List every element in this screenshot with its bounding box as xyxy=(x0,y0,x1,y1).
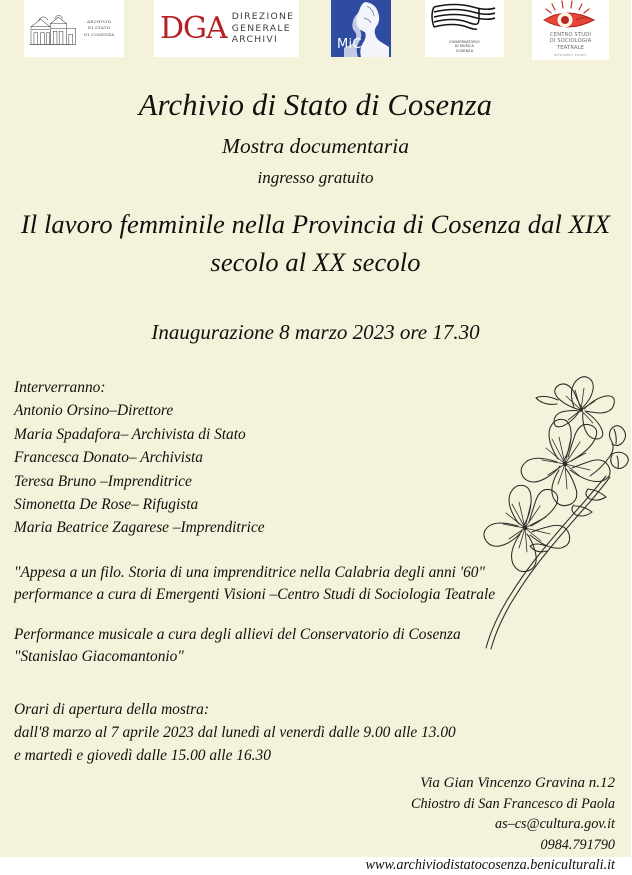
speaker-item: Maria Spadafora– Archivista di Stato xyxy=(14,425,246,443)
logo-ministero-della-cultura xyxy=(331,0,391,57)
logo-centro-studi-di-sociologia-teatrale xyxy=(532,0,609,60)
speaker-item: Teresa Bruno –Imprenditrice xyxy=(14,472,192,490)
opening-hours-block xyxy=(14,698,456,767)
dga-text: DIREZIONE GENERALE ARCHIVI xyxy=(231,10,295,46)
opening-hours-heading: Orari di apertura della mostra: xyxy=(14,701,209,718)
contact-website[interactable]: www.archiviodistatocosenza.beniculturali.it xyxy=(365,856,615,873)
spacer xyxy=(14,607,495,624)
contact-phone[interactable]: 0984.791790 xyxy=(540,836,615,853)
speaker-item: Francesca Donato– Archivista xyxy=(14,449,203,467)
mic-label: MiC xyxy=(337,37,362,52)
opening-hours-line-2: e martedì e giovedì dalle 15.00 alle 16.30 xyxy=(14,747,271,765)
organization-title: Archivio di Stato di Cosenza xyxy=(138,88,493,122)
logo-archivio-di-stato-di-cosenza xyxy=(24,0,124,57)
speaker-item: Maria Beatrice Zagarese –Imprenditrice xyxy=(14,519,265,537)
theatre-performance-credit: performance a cura di Emergenti Visioni –Centro Studi di Sociologia Teatrale xyxy=(14,586,496,604)
admission-note: ingresso gratuito xyxy=(257,168,374,187)
speakers-block xyxy=(14,376,265,540)
logo-strip xyxy=(0,0,631,70)
speaker-item: Simonetta De Rose– Rifugista xyxy=(14,496,199,514)
centro-studi-text: CENTRO STUDI DI SOCIOLOGIA TEATRALE xyxy=(549,31,592,51)
speaker-item: Antonio Orsino–Direttore xyxy=(14,402,174,420)
music-performance-line-1: Performance musicale a cura degli allievi del Conservatorio di Cosenza xyxy=(14,625,461,643)
red-eye-icon xyxy=(532,0,609,34)
logo-direzione-generale-archivi xyxy=(154,0,299,57)
dga-acronym: DGA xyxy=(160,10,227,46)
opening-datetime: Inaugurazione 8 marzo 2023 ore 17.30 xyxy=(151,320,480,344)
page-title: Il lavoro femminile nella Provincia di Cosenza dal XIX secolo al XX secolo xyxy=(20,209,611,277)
contact-address: Via Gian Vincenzo Gravina n.12 xyxy=(420,775,615,791)
contact-block xyxy=(366,773,615,875)
contact-email[interactable]: as–cs@cultura.gov.it xyxy=(495,816,615,833)
exhibition-subtitle: Mostra documentaria xyxy=(222,134,409,158)
theatre-performance-title: "Appesa a un filo. Storia di una imprenditrice nella Calabria degli anni '60" xyxy=(14,564,485,581)
speakers-heading: Interverranno: xyxy=(14,379,106,396)
performances-block xyxy=(14,562,495,669)
logo-conservatorio-di-musica-cosenza xyxy=(425,0,504,57)
logo-archivio-text: ARCHIVIO DI STATO DI COSENZA xyxy=(84,18,115,37)
opening-hours-line-1: dall'8 marzo al 7 aprile 2023 dal lunedì al venerdì dalle 9.00 alle 13.00 xyxy=(14,724,456,742)
wavy-lines-icon xyxy=(425,0,504,42)
conservatorio-text: CONSERVATORIO DI MUSICA COSENZA xyxy=(449,39,480,54)
music-performance-line-2: "Stanislao Giacomantonio" xyxy=(14,648,184,666)
building-sketch-icon xyxy=(28,7,80,51)
contact-venue: Chiostro di San Francesco di Paola xyxy=(410,796,615,813)
centro-studi-subtitle: emergenti visioni xyxy=(554,53,587,57)
